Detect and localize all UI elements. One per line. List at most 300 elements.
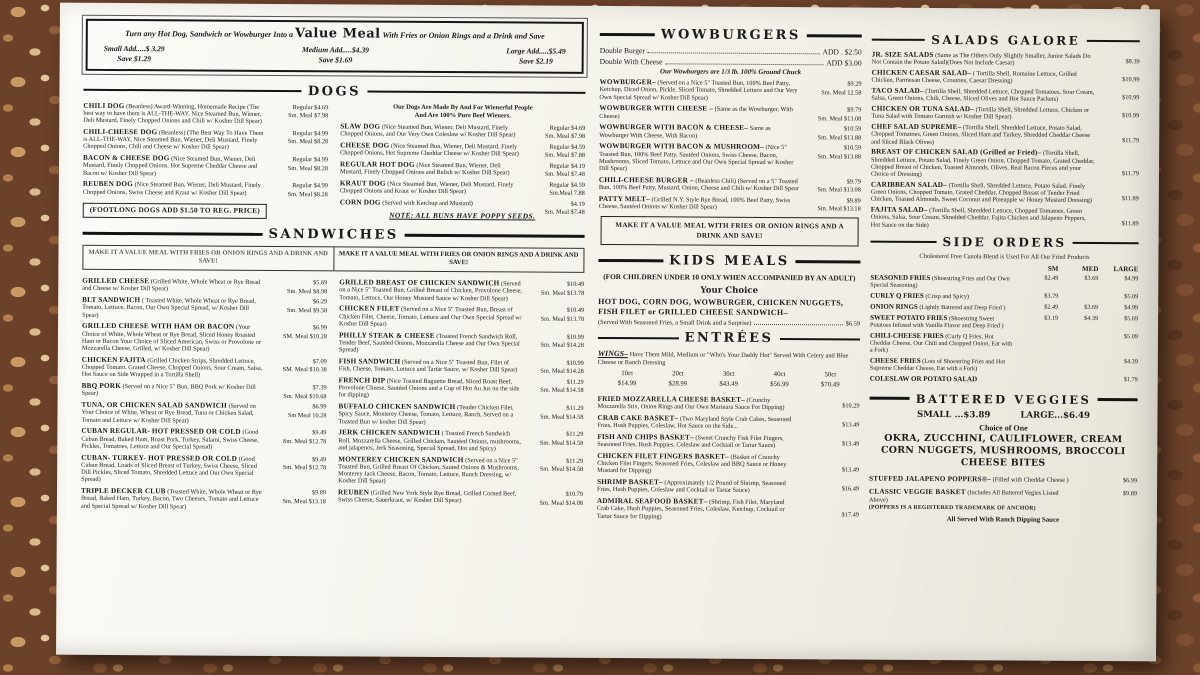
battered-veggies-items (869, 475, 1137, 505)
item-price: $9.79 Sm. Meal $13.08 (817, 178, 861, 194)
item-price: Regular $4.99 Sm. Meal $8.28 (287, 182, 328, 199)
dogs-title: DOGS (307, 83, 362, 100)
menu-item (598, 395, 860, 412)
banner-pre-text: Turn any Hot Dog, Sandwich or Wowburger Into a (124, 29, 294, 40)
kids-meals-choice: Your Choice (700, 285, 759, 296)
item-description: (Tortilla Shell, Shredded Lettuce, Potato Salad, Finely Green Onion, Chopped Tomato, Grated Cheddar, Chopped Breast of Chicken, Toasted Almonds, Olives, Real Bacon Pieces and your Choice of Dressing) (870, 149, 1095, 178)
side-order-row (870, 313, 1138, 330)
price-sm: $2.49 (1044, 303, 1059, 311)
item-description: (Tender Chicken Filet, Spicy Sauce, Monterey Cheese, Tomato, Lettuce, Ranch, Served on a Toasted Bun w/ kosher Dill Spear) (338, 404, 514, 426)
item-name: FISH AND CHIPS BASKET– (597, 432, 694, 442)
side-order-row (870, 292, 1138, 302)
menu-item (599, 195, 861, 212)
item-name: BLT SANDWICH (82, 295, 141, 305)
side-order-row (870, 375, 1138, 385)
item-name: CHILI-CHEESE FRIES (869, 331, 944, 340)
divider-line (83, 232, 263, 236)
item-price: $11.89 (1121, 220, 1139, 228)
kids-meals-served-row (598, 319, 860, 328)
wowburgers-list (599, 78, 862, 212)
item-name: CHEESE DOG (340, 141, 390, 150)
menu-item (82, 356, 327, 380)
divider-line (367, 90, 585, 94)
item-name: WOWBURGER WITH BACON & CHEESE– (599, 123, 749, 133)
item-text (599, 195, 799, 212)
divider-line (598, 259, 663, 262)
battered-veggies-small-price: SMALL ...$3.89 (916, 409, 991, 420)
item-name: FISH SANDWICH (338, 357, 401, 366)
item-price: $10.49 Sm. Meal $13.78 (540, 306, 585, 323)
item-text (81, 427, 264, 451)
item-price: $9.89 Sm. Meal $13.18 (282, 489, 327, 505)
menu-item (339, 376, 584, 400)
menu-item (338, 455, 583, 486)
side-order-row (870, 357, 1138, 374)
item-text (339, 376, 522, 400)
sandwiches-column-2 (338, 278, 584, 516)
wings-size: 20ct (672, 370, 684, 378)
battered-veggies-options: OKRA, ZUCCHINI, CAULIFLOWER, CREAM CORN NUGGETS, MUSHROOMS, BROCCOLI CHEESE BITES (880, 432, 1126, 469)
menu-item (339, 305, 584, 329)
menu-item (338, 488, 583, 505)
item-name: CLASSIC VEGGIE BASKET (869, 488, 966, 497)
menu-item (339, 278, 584, 302)
wings-price: $28.99 (668, 380, 688, 388)
sandwiches-list-2 (338, 278, 584, 505)
item-description: (Approximately 1/2 Pound of Shrimp, Seasoned Fries, Hush Puppies, Coleslaw and Cocktail or Tartar Sauce) (597, 479, 786, 495)
value-meal-options (96, 44, 574, 67)
menu-item (83, 101, 328, 125)
wings-price-cell (652, 369, 703, 390)
item-text (338, 402, 521, 426)
item-text (870, 302, 1018, 311)
item-description: (Nice Steamed Bun, Wiener, Deli Mustard, Finely Chopped Onions, Swiss Cheese and Kraut w/ Kosher Dill Spear) (82, 181, 261, 197)
sandwiches-column-1 (81, 277, 327, 515)
item-name: BREAST OF CHICKEN SALAD (Grilled or Fried)– (871, 147, 1042, 157)
item-text (872, 69, 1096, 86)
price-large: $1.79 (1123, 376, 1138, 384)
size-col-sm: SM (1047, 264, 1059, 273)
item-name: STUFFED JALAPENO POPPERS®– (869, 474, 992, 484)
battered-veggies-sizes (869, 409, 1137, 421)
price-sm: $2.49 (1044, 274, 1059, 282)
wings-price: $43.49 (719, 380, 739, 388)
item-description: (Good Cuban Bread, Loads of Sliced Breast of Turkey, Swiss Cheese, Sliced Dill Pickles, Sliced Tomato, Shredded Lettuce and Our Own Special Spread) (81, 455, 257, 484)
item-price: $10.79 Sm. Meal $14.08 (539, 490, 584, 507)
item-description: (Grilled New York Style Rye Bread, Grilled Corned Beef, Swiss Cheese, Sauerkraut, w/ Kosher Dill Spear) (337, 489, 517, 505)
menu-item (872, 69, 1140, 86)
item-name: CHICKEN CAESAR SALAD– (871, 68, 972, 78)
item-description: (Nice Steamed Bun, Wiener, Deli Mustard, Finely Chopped Onions and Kraut w/ Kosher Dill Spear) (339, 180, 514, 196)
item-name: CURLY Q FRIES (870, 291, 924, 300)
price-large: $4.99 (1124, 303, 1139, 311)
item-name: SWEET POTATO FRIES (870, 313, 948, 322)
addon-row (600, 46, 862, 57)
price-sm: $3.19 (1044, 314, 1059, 322)
item-name: FRIED MOZZARELLA CHEESE BASKET– (597, 394, 746, 404)
item-text (340, 160, 523, 177)
menu-item (82, 296, 327, 320)
wings-price: $56.99 (770, 381, 789, 389)
battered-veggies-title: BATTERED VEGGIES (915, 391, 1092, 407)
price-med: $3.69 (1084, 303, 1099, 311)
item-description: (Beanless) (The Best Way To Have Them is ALL-THE-WAY, Nice Steamed Bun, Wiener, Deli Mustard, Finely Chopped Onions, Chili and Cheese w/ Kosher Dill Spear) (83, 129, 264, 152)
item-text (870, 331, 1018, 355)
side-orders-list (870, 273, 1139, 384)
item-name: TRIPLE DECKER CLUB (80, 486, 166, 496)
item-price: $10.29 (842, 402, 860, 410)
item-description: (Lots of Shoestring Fries and Hot Supreme Cheddar Cheese, Eat with a Fork) (869, 358, 1006, 373)
item-name: CHICKEN FAJITA (81, 355, 146, 364)
item-text (598, 395, 798, 412)
divider-line (600, 33, 655, 36)
price-sm (1018, 358, 1058, 374)
item-price: Regular $4.59 Sm.Meal 7.88 (549, 181, 585, 198)
item-name: MONTEREY CHICKEN SANDWICH (338, 454, 464, 464)
menu-item (871, 148, 1139, 180)
item-name: SEASONED FRIES (870, 273, 931, 282)
item-name: CHICKEN FILET FINGERS BASKET– (597, 451, 729, 461)
divider-line (1073, 241, 1139, 244)
battered-veggies-footer: All Served With Ranch Dipping Sauce (946, 516, 1060, 524)
item-description: (Curly Q Fries, Hot Cheddar Cheese, Our Chili and Chopped Onion, Eat with a Fork) (869, 332, 1013, 355)
item-price: $11.29 Sm. Meal $14.58 (539, 431, 584, 447)
item-text (871, 180, 1095, 204)
item-name: CHILI-CHEESE BURGER – (598, 175, 694, 185)
item-name: WOWBURGER WITH CHEESE – (599, 104, 714, 113)
side-orders-size-header (870, 263, 1138, 273)
item-description: (Tortilla Shell, Shredded Lettuce, Potato Salad, Chopped Tomatoes, Green Onions, Sliced Ham and Turkey, Shredded Cheddar Cheese and Sliced Black Olives) (871, 124, 1091, 146)
menu-item (83, 180, 328, 197)
addon-price: ADD . $2.50 (822, 47, 862, 57)
item-price: $7.09 SM. Meal $10.38 (282, 357, 327, 374)
menu-item (597, 452, 859, 476)
dogs-list-1 (83, 101, 329, 197)
divider-line (807, 34, 862, 37)
item-price: $11.29 Sm. Meal $14.58 (539, 457, 584, 473)
item-name: REGULAR HOT DOG (339, 160, 415, 169)
item-description: (Served on a Nice 5" Bun, BBQ Pork w/ Kosher Dill Spear) (81, 383, 256, 398)
item-description: Same as Wowburger With Cheese, With Bacon) (599, 125, 771, 140)
item-description: (Served on a Nice 5" Toasted Bun, Breast of Chicken Filet, Cheese, Tomato, Lettuce and Our Own Special Spread w/ Kosher Dill Spear) (339, 305, 522, 328)
sandwiches-list-1 (81, 277, 327, 511)
divider-line (872, 38, 925, 41)
item-description: ( Tortilla Shell, Romaine Lettuce, Grilled Chicken, Parmesan Cheese, Croutons, Caesar Dressing) (871, 70, 1077, 85)
item-name: REUBEN DOG (82, 180, 134, 189)
menu-item (597, 478, 859, 495)
item-text (83, 128, 266, 152)
item-text (83, 154, 266, 178)
item-text (339, 305, 522, 329)
wowburgers-title: WOWBURGERS (660, 27, 801, 44)
item-text (338, 488, 521, 505)
divider-line (871, 240, 937, 243)
menu-item (82, 277, 327, 294)
battered-veggies-section (869, 409, 1138, 524)
item-description: (Nice 5" Toasted Bun, 100% Beef Patty, Sautéed Onions, Swiss Cheese, Bacon, Mushrooms, Sliced Tomato, Lettuce and Our Own Special Spread w/ Kosher Dill Spear) (598, 144, 794, 173)
item-text (82, 356, 265, 380)
dotted-leader (665, 63, 823, 65)
item-text (81, 453, 264, 484)
dogs-column-2 (340, 103, 586, 221)
item-name: CHILI DOG (83, 101, 125, 110)
addon-price: ADD $3.00 (826, 58, 862, 68)
poppy-seeds-note: NOTE: ALL BUNS HAVE POPPY SEEDS. (389, 210, 536, 221)
item-name: WOWBURGER– (599, 77, 656, 87)
side-orders-title: SIDE ORDERS (942, 234, 1067, 250)
item-text (597, 433, 797, 450)
item-text (82, 277, 265, 294)
item-name: CUBAN REGULAR- HOT PRESSED OR COLD (81, 427, 241, 437)
price-med (1058, 293, 1098, 302)
item-description: (Nice Steamed Bun, Wiener, Deli Mustard, Finely Chopped Onions, and Our Very Own Coleslaw w/ Kosher Dill Spear) (340, 123, 516, 139)
dogs-columns (83, 101, 586, 220)
item-name: PHILLY STEAK & CHEESE (338, 330, 435, 340)
menu-item (869, 488, 1137, 505)
item-text (871, 123, 1095, 147)
menu-item (338, 402, 583, 426)
price-sm (1018, 376, 1058, 385)
menu-item (340, 160, 585, 177)
item-name: ONION RINGS (870, 302, 918, 311)
item-description: (Served on a Nice 5" Toasted Bun, Filet of Fish, Cheese, Tomato, Lettuce and Tartar Sauce, w/ Kosher Dill Spear) (338, 358, 518, 374)
price-large: $4.39 (1123, 358, 1138, 366)
item-text (82, 382, 265, 399)
menu-item (339, 357, 584, 374)
wowburgers-note: Our Wowburgers are 1/3 lb. 100% Ground Chuck (660, 68, 802, 77)
dogs-intro-note: Our Dogs Are Made By And For Wienerful People And Are 100% Pure Beef Wieners. (393, 103, 533, 120)
side-order-row (870, 273, 1138, 290)
item-text (340, 198, 523, 207)
item-name: CARIBBEAN SALAD– (870, 180, 948, 189)
item-description: (Crisp and Spicy) (925, 292, 970, 301)
battered-veggies-header (870, 391, 1138, 407)
item-price: $6.29 Sm. Meal $9.58 (286, 298, 328, 314)
item-text (871, 206, 1095, 230)
item-price: $4.19 Sm. Meal $7.48 (544, 200, 585, 217)
item-text (599, 176, 799, 193)
item-name: FRENCH DIP (338, 376, 386, 385)
item-description: (Toasted White, Whole Wheat or Rye Bread, Baked Ham, Turkey, Bacon, Two Cheeses, Tomato and Lettuce and Special Spread w/ Kosher Dill Spear) (80, 488, 262, 510)
item-price: $13.49 (841, 440, 860, 448)
item-text (871, 105, 1095, 122)
menu-item (81, 487, 326, 511)
wings-size: 10ct (621, 369, 634, 377)
menu-item (597, 433, 859, 450)
item-text (871, 87, 1095, 104)
menu-item (872, 51, 1140, 68)
menu-item (871, 206, 1139, 230)
item-price: $9.89 Sm. Meal $13.18 (817, 197, 861, 213)
wings-price: $14.99 (617, 380, 637, 388)
wings-price-cell (754, 370, 805, 391)
wowburgers-header (600, 27, 862, 44)
item-price: $9.49 Sm. Meal $12.78 (282, 455, 327, 472)
item-price: Regular $4.69 Sm. Meal $7.98 (544, 124, 586, 141)
entrees-list (597, 395, 860, 522)
menu-item (81, 453, 326, 484)
right-column (869, 30, 1140, 525)
item-price: Regular $4.99 Sm. Meal $8.28 (287, 156, 329, 172)
kids-meals-options: HOT DOG, CORN DOG, WOWBURGER, CHICKEN NUGGETS, FISH FILET or GRILLED CHEESE SANDWICH– (598, 296, 844, 318)
value-meal-option: Small Add.....$ 3.29 Save $1.29 (103, 43, 165, 63)
item-price: Regular $4.19 Sm. Meal $7.48 (544, 162, 586, 179)
item-name: BUFFALO CHICKEN SANDWICH (338, 402, 456, 412)
menu-item (597, 414, 859, 431)
wings-size: 50ct (824, 370, 837, 379)
item-name: SHRIMP BASKET– (597, 477, 663, 487)
item-text (872, 51, 1096, 68)
item-price: $16.49 (841, 485, 860, 493)
item-price: Regular $4.69 Sm. Meal $7.98 (288, 103, 329, 120)
kids-meals-title: KIDS MEALS (669, 253, 790, 270)
item-text (82, 296, 265, 320)
price-large: $4.99 (1124, 274, 1139, 283)
item-name: CHEF SALAD SUPREME– (871, 122, 962, 132)
price-med: $3.69 (1084, 274, 1099, 282)
item-price: $6.99 Sm Meal 10.28 (287, 403, 327, 419)
divider-line (1086, 40, 1139, 43)
value-meal-banner (86, 19, 584, 74)
item-description: (Beanless) Award-Winning, Homemade Recipe (The best way to have them is ALL-THE-WAY, Nice Steamed Bun, Wiener, Deli Mustard, Finely Chopped Onions and Chili w/ Kosher Dill Spear) (83, 102, 262, 126)
item-price: $9.29 Sm. Meal 12.58 (821, 80, 862, 97)
kids-meals-header (598, 253, 860, 270)
item-name: COLESLAW OR POTATO SALAD (869, 374, 978, 384)
battered-veggies-large-price: LARGE...$6.49 (1020, 410, 1091, 421)
left-column (81, 15, 586, 516)
item-name: PATTY MELT– (598, 194, 650, 204)
item-description: (Tortilla Shell, Shredded Lettuce, Potato Salad, Finely Green Onions, Chopped Tomato, Grated Cheddar, Chopped Breast of Tender Fried Chicken, Toasted Almonds, Sweet Coconut and Pineapple w/ Honey Mustard Dressing) (870, 181, 1093, 205)
divider-line (779, 338, 860, 341)
item-name: CRAB CAKE BASKET– (597, 413, 679, 423)
item-description: (Tortilla Shell, Shredded Lettuce, Chopped Tomatoes, Sour Cream, Salsa, Green Onions, Chili, Cheese, Sliced Olives and Hot Sauce Packets) (871, 87, 1095, 104)
item-description: ( Toasted French Sandwich Roll, Mozzarella Cheese, Grilled Chicken, Sautéed Onions, mushrooms, and jalapenos, Jerk Seasoning, Special Spread, Hot and Spicy) (338, 430, 521, 453)
item-text (870, 273, 1018, 290)
divider-line (405, 234, 585, 238)
item-name: CHILI-CHEESE DOG (83, 127, 158, 137)
item-price: $10.49 Sm. Meal $13.78 (540, 280, 585, 297)
price-large: $5.09 (1124, 332, 1139, 340)
menu-item (82, 322, 327, 353)
value-meal-option: Medium Add.....$4.39 Save $1.69 (301, 45, 369, 65)
item-price: $17.49 (841, 511, 859, 519)
item-description: (Nice Steamed Bun, Wiener, Deli Mustard, Finely Chopped Onions, Hot Supreme Cheddar Cheese w/ Kosher Dill Spear) (340, 142, 519, 158)
item-text (870, 292, 1018, 301)
spacer (870, 263, 1018, 272)
item-description: (Lightly Battered and Deep Fried ) (919, 303, 1006, 312)
battered-veggies-choice: Choice of One (979, 422, 1028, 433)
item-name: BBQ PORK (81, 381, 122, 391)
item-description: (Includes All Battered Vegies Listed Above) (868, 489, 1059, 504)
item-text (597, 497, 797, 521)
menu-item (871, 180, 1139, 204)
item-price: $10.99 Sm. Meal $14.28 (540, 333, 584, 349)
side-orders-header (871, 234, 1139, 250)
item-name: CHICKEN OR TUNA SALAD– (871, 104, 975, 114)
value-meal-option: Large Add.....$5.49 Save $2.19 (506, 46, 566, 66)
item-text (82, 322, 265, 353)
item-description: (Crunchy Mozzarella Stix, Onion Rings and Our Own Marinara Sauce For Dipping) (597, 396, 785, 412)
item-text (871, 148, 1095, 179)
item-price: $10.99 (1121, 112, 1140, 120)
item-text (870, 357, 1018, 374)
item-description: (Beanless Chili) (Served on a 5" Toasted Bun, 100% Beef Patty, Mustard, Onion, Cheese and Chili w/ Kosher Dill Spear (598, 177, 799, 193)
wings-price: $70.49 (820, 381, 840, 389)
item-name: TACO SALAD– (871, 86, 924, 95)
salads-header (872, 33, 1140, 49)
item-description: (Grilled Chicken Strips, Shredded Lettuce, Chopped Tomato, Grated Cheese, Chopped Onions, Sour Cream, Salsa, Hot Sauce on Side Wrapped in a Tortilla Shell) (81, 356, 263, 379)
item-price: $11.29 Sm. Meal $14.58 (540, 378, 584, 395)
item-text (338, 455, 521, 486)
wings-price-table (598, 369, 860, 392)
sandwiches-header (83, 226, 585, 244)
wowburgers-value-meal-box: MAKE IT A VALUE MEAL WITH FRIES OR ONION RINGS AND A DRINK AND SAVE! (601, 216, 859, 246)
menu-item (339, 331, 584, 355)
item-description: ( Toasted White, Whole Wheat or Rye Bread, Tomato, Lettuce, Bacon, Our Own Special Spread, w/ Kosher Dill Spear) (82, 297, 256, 319)
item-price: $10.59 Sm. Meal $13.88 (817, 144, 862, 161)
item-description: (Toasted French Sandwich Roll, Tender Beef, Sautéed Onions, Mozzarella Cheese and Our Own Special Spread) (338, 332, 520, 354)
item-text (83, 101, 266, 125)
menu-item (871, 87, 1139, 104)
menu-item (340, 122, 585, 139)
item-description: (Nice Steamed Bun, Wiener, Deli Mustard, Finely Chopped Onions and Relish w/ Kosher Dill Spear) (339, 161, 510, 177)
item-price: $5.69 Sm. Meal $8.98 (286, 279, 328, 295)
value-meal-box-right: MAKE IT A VALUE MEAL WITH FRIES OR ONION RINGS AND A DRINK AND SAVE! (333, 247, 584, 272)
item-price: $11.79 (1122, 137, 1140, 145)
item-description: (Tortilla Shell, Shredded Lettuce, Chopped Tomatoes, Green Onions, Salsa, Sour Cream, Shredded Cheddar, Fajita Chicken and Jalapeno Peppers, Hot Sauce on the Side) (870, 207, 1086, 229)
item-description: (Nice Steamed Bun, Wiener, Deli Mustard, Finely Chopped Onions, Hot Supreme Cheddar Cheese and Bacon w/ Kosher Dill Spear) (82, 155, 258, 177)
item-description: (Nice Toasted Baguette Bread, Sliced Roast Beef, Provolone Cheese, Sautéed Onions and a Cup of Hot Au Jus on the side for dipping) (338, 377, 520, 399)
item-price: $10.99 (1122, 94, 1140, 102)
item-name: KRAUT DOG (339, 179, 386, 188)
item-text (870, 375, 1018, 384)
value-meal-banner-text (96, 25, 574, 45)
item-price: $9.49 Sm. Meal $12.78 (282, 429, 327, 446)
item-description: (Served on a Nice 5" Toasted Bun, Grilled Breast of Chicken, Provolone Cheese, Tomato, Lettuce, Our Honey Mustard Sauce w/ Kosher Dill Spear) (339, 280, 523, 302)
item-text (339, 331, 522, 355)
item-price: $11.29 Sm. Meal $14.58 (540, 404, 584, 421)
item-text (340, 179, 523, 196)
addon-label: Double Burger (599, 45, 645, 56)
size-col-med: MED (1082, 264, 1099, 273)
item-name: TUNA, OR CHICKEN SALAD SANDWICH (81, 400, 227, 410)
wings-description: Have Them Mild, Medium or "Who's Your Daddy Hot" Served With Celery and Blue Cheese or Ranch Dressing (597, 351, 849, 367)
item-name: WOWBURGER WITH BACON & MUSHROOM– (599, 142, 764, 152)
item-name: CHICKEN FILET (339, 304, 400, 313)
item-price: Regular $4.99 Sm. Meal $8.28 (287, 129, 329, 146)
value-meal-box-left: MAKE IT A VALUE MEAL WITH FRIES OR ONION RINGS AND A DRINK AND SAVE! (88, 248, 328, 266)
item-description: (Sweet Crunchy Fish Filet Fingers, Seasoned Fries, Hush Puppies, Coleslaw and Cocktail or Tartar Sauce) (597, 434, 784, 450)
item-description: (Tortilla Shell, Shredded Lettuce, Chicken or Tuna Salad with Tomato Garnish w/ Kosher Dill Spear) (871, 106, 1090, 121)
item-price: $10.99 Sm. Meal $14.28 (540, 359, 584, 376)
menu-item (871, 105, 1139, 122)
sandwiches-value-meal-boxes (82, 245, 584, 273)
menu-item (599, 142, 861, 174)
item-description: (Served on a Nice 5" Toasted Bun, 100% Beef Patty, Ketchup, Diced Onion, Pickle, Sliced Tomato, Shredded Lettuce and Our Very Own Special Spread w/ Kosher Dill Spear) (599, 79, 798, 102)
item-text (81, 401, 264, 425)
item-description: (Shoestring Fries and Our Own Special Seasoning) (870, 274, 1010, 289)
footlong-note-box: (FOOTLONG DOGS ADD $1.50 TO REG. PRICE) (83, 203, 267, 219)
wings-size: 40ct (773, 370, 786, 378)
item-text (599, 142, 799, 173)
sandwiches-title: SANDWICHES (268, 226, 399, 243)
item-text (599, 78, 799, 102)
menu-item (82, 382, 327, 399)
side-order-row (870, 302, 1138, 312)
item-price: $13.49 (842, 421, 860, 429)
item-price: $11.79 (1121, 169, 1139, 178)
menu-paper (56, 3, 1160, 662)
